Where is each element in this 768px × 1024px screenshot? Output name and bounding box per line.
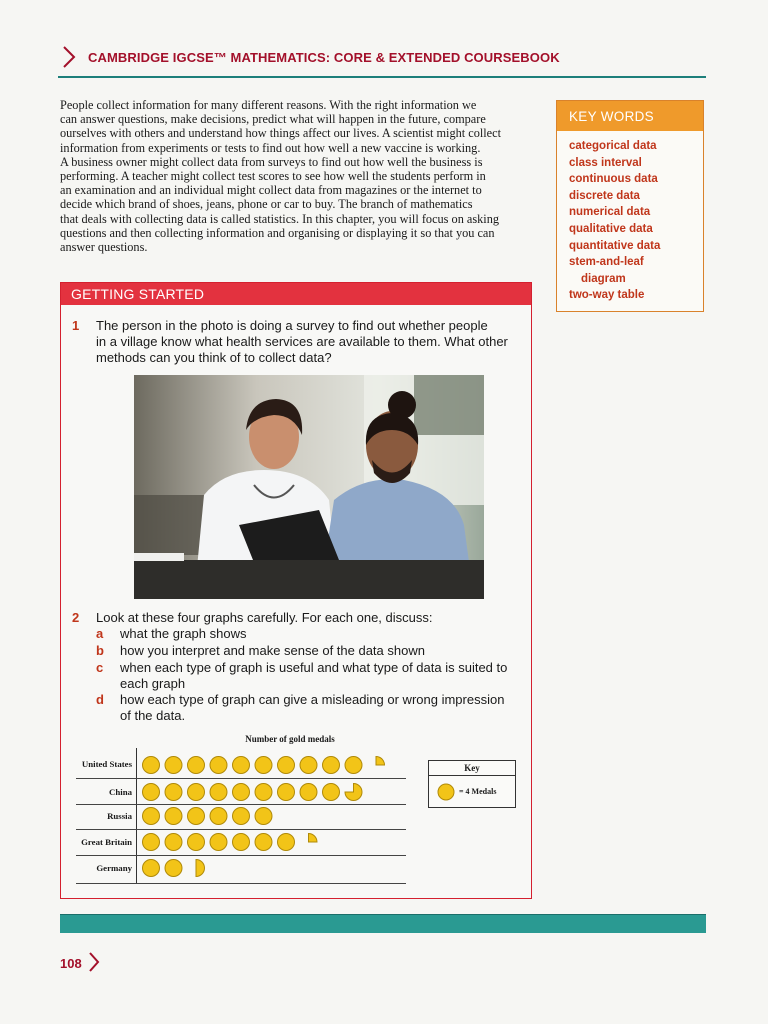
part-c-text — [120, 660, 520, 692]
medal-symbol — [165, 834, 182, 851]
medal-symbol — [300, 784, 317, 801]
pictogram-title: Number of gold medals — [245, 734, 335, 744]
part-letter: b — [96, 643, 104, 658]
intro-line: decide which brand of shoes, jeans, phone or car to buy. The branch of mathematics — [60, 197, 473, 212]
medal-symbol — [210, 834, 227, 851]
part-letter: a — [96, 626, 104, 641]
medal-symbol — [143, 784, 160, 801]
header-rule — [58, 76, 706, 78]
footer-bar — [60, 914, 706, 933]
part-d-letter — [96, 692, 104, 708]
medal-symbol — [210, 808, 227, 825]
medal-symbol — [278, 834, 295, 851]
part-line: what the graph shows — [120, 626, 247, 641]
medal-partial-symbol — [196, 860, 205, 877]
intro-paragraph — [60, 98, 548, 254]
medal-symbol — [255, 757, 272, 774]
medal-partial-symbol — [345, 784, 362, 801]
medal-symbol — [210, 757, 227, 774]
medal-symbol — [233, 834, 250, 851]
question-line: in a village know what health services are available to them. What other — [96, 334, 508, 350]
medal-partial-symbol — [309, 834, 318, 843]
pictogram-row-label: Germany — [96, 863, 132, 873]
medal-symbol — [233, 784, 250, 801]
part-b-text — [120, 643, 520, 659]
medal-symbol — [143, 808, 160, 825]
intro-line: an examination and an individual might collect data from magazines or the internet to — [60, 183, 482, 198]
medal-symbol — [255, 834, 272, 851]
part-line: when each type of graph is useful and what type of data is suited to — [120, 660, 508, 675]
pictogram-key — [428, 760, 516, 808]
part-line: each graph — [120, 676, 186, 692]
intro-line: can answer questions, make decisions, predict what will happen in the future, compare — [60, 112, 486, 127]
medal-symbol — [233, 757, 250, 774]
part-a-letter — [96, 626, 103, 642]
intro-line: that deals with collecting data is called statistics. In this chapter, you will focus on asking — [60, 211, 500, 226]
key-word-line: stem-and-leaf — [569, 256, 644, 269]
part-c-letter — [96, 660, 103, 676]
pictogram-symbols — [136, 748, 416, 884]
question-1-text — [96, 318, 516, 367]
key-words-heading: KEY WORDS — [557, 101, 703, 131]
medal-symbol — [278, 784, 295, 801]
survey-photo — [134, 375, 484, 599]
key-words-box — [556, 100, 704, 312]
medal-symbol — [143, 757, 160, 774]
key-word: two-way table — [569, 289, 645, 302]
medal-symbol — [188, 757, 205, 774]
key-word: categorical data — [569, 140, 657, 152]
medal-symbol — [255, 808, 272, 825]
intro-line: A business owner might collect data from surveys to find out how well the business is — [60, 154, 483, 169]
medal-symbol — [323, 757, 340, 774]
pictogram-row-label: United States — [81, 759, 132, 769]
intro-line: performing. A teacher might collect test scores to see how well the students perform in — [60, 169, 486, 184]
chevron-right-icon — [58, 44, 80, 70]
key-word: class interval — [569, 156, 642, 169]
question-2-number: 2 — [72, 610, 80, 625]
chevron-right-icon — [86, 950, 102, 974]
medal-symbol — [188, 784, 205, 801]
pictogram-row-label: China — [109, 787, 132, 797]
medal-symbol — [188, 808, 205, 825]
intro-line: People collect information for many different reasons. With the right information we — [60, 98, 477, 112]
medal-symbol — [143, 860, 160, 877]
intro-line: questions and then collecting information and organising or displaying it so that you can — [60, 225, 495, 240]
question-1-number: 1 — [72, 318, 80, 333]
question-2-text: Look at these four graphs carefully. For each one, discuss: — [96, 610, 433, 625]
pictogram-row-label: Russia — [107, 811, 132, 821]
key-word-line: diagram — [581, 272, 626, 285]
medal-symbol — [165, 808, 182, 825]
medal-symbol — [165, 860, 182, 877]
part-d-text — [120, 692, 520, 724]
medal-symbol — [300, 757, 317, 774]
part-line: how each type of graph can give a misleading or wrong impression — [120, 692, 505, 707]
part-letter: d — [96, 692, 104, 707]
key-word: quantitative data — [569, 239, 661, 252]
medal-symbol — [188, 834, 205, 851]
intro-line: ourselves with others and understand how things affect our lives. A scientist might collect — [60, 126, 502, 141]
medal-symbol — [165, 784, 182, 801]
key-word: continuous data — [569, 173, 658, 186]
key-word: qualitative data — [569, 222, 653, 235]
medal-symbol — [323, 784, 340, 801]
key-text: = 4 Medals — [459, 787, 497, 796]
key-word: numerical data — [569, 206, 651, 219]
key-word: discrete data — [569, 189, 640, 202]
medal-symbol — [255, 784, 272, 801]
getting-started-heading: GETTING STARTED — [61, 283, 531, 305]
part-a-text — [120, 626, 520, 642]
medal-symbol — [210, 784, 227, 801]
part-letter: c — [96, 660, 104, 675]
key-words-list — [569, 138, 660, 304]
part-line: how you interpret and make sense of the data shown — [120, 643, 425, 658]
medal-symbol — [278, 757, 295, 774]
medal-icon — [437, 783, 455, 801]
key-title: Key — [429, 761, 515, 776]
intro-line: answer questions. — [60, 240, 148, 255]
book-title: CAMBRIDGE IGCSE™ MATHEMATICS: CORE & EXTENDED COURSEBOOK — [88, 50, 560, 65]
key-word — [569, 254, 660, 287]
intro-line: information from experiments or tests to find out how well a new vaccine is working. — [60, 140, 481, 155]
question-line: The person in the photo is doing a survey to find out whether people — [96, 318, 488, 333]
medal-symbol — [345, 757, 362, 774]
pictogram-row-label: Great Britain — [81, 837, 132, 847]
medal-symbol — [165, 757, 182, 774]
medal-partial-symbol — [376, 757, 385, 766]
medal-symbol — [233, 808, 250, 825]
part-line: of the data. — [120, 708, 186, 724]
question-line: methods can you think of to collect data? — [96, 350, 332, 366]
medal-symbol — [143, 834, 160, 851]
page-number: 108 — [60, 956, 82, 971]
part-b-letter — [96, 643, 104, 659]
